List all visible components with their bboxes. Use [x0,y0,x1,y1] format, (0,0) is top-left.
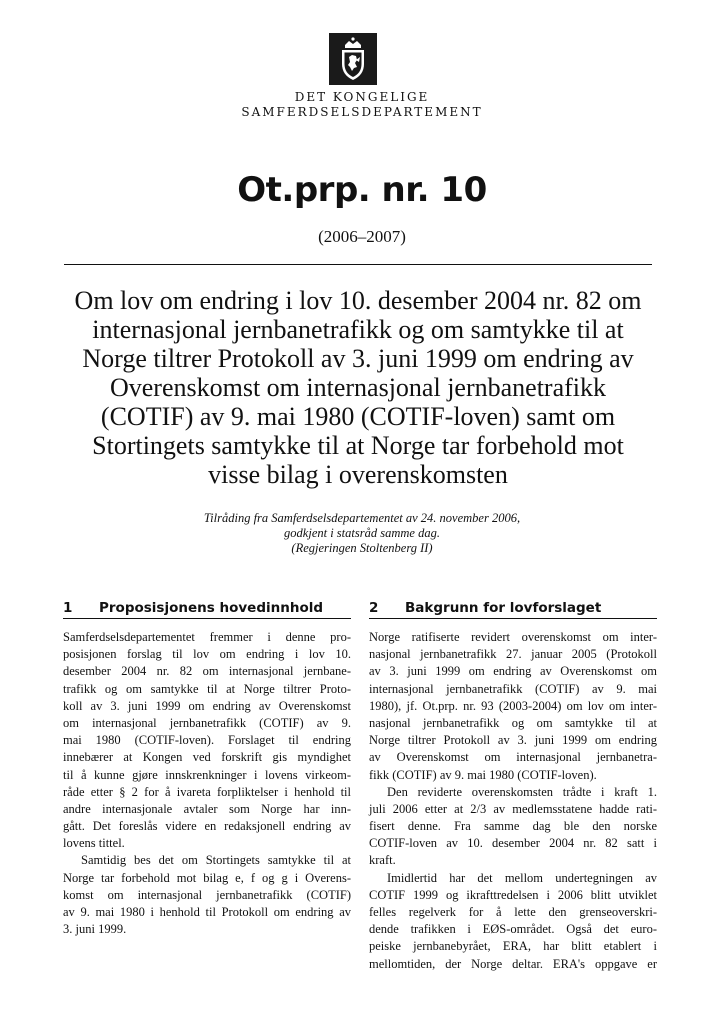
title-divider [64,264,652,265]
approval-line: Tilråding fra Samferdselsdepartementet av 24. november 2006, [203,511,521,525]
body-line: Norge ratifiserte revidert overenskomst om inter- [369,630,657,644]
body-line: Samferdselsdepartementet fremmer i denne pro- [63,630,351,644]
subject-line: Stortingets samtykke til at Norge tar forbehold mot [92,431,624,460]
body-line: til å kunne gjøre innskrenkninger i lovens virkeom- [63,767,351,782]
body-line: 3. juni 1999. [63,922,127,937]
subject-line: Om lov om endring i lov 10. desember 2004 nr. 82 om [74,286,642,315]
body-line: om internasjonal jernbanetrafikk (COTIF) av 9. [63,715,351,730]
section-number: 1 [63,600,73,616]
body-line: fisert denne. Fra samme dag ble den norske [369,819,657,834]
body-line: nasjonal jernbanetrafikk 27. januar 2005 (Protokoll [369,647,657,662]
section-title: Bakgrunn for lovforslaget [405,600,602,616]
body-line: mellomtiden, der Norge deltar. ERA's oppgave er [369,956,657,971]
body-line: peiske jernbanebyrået, ERA, har blitt etablert i [369,939,657,954]
approval-note [0,511,724,556]
body-line: råde etter § 2 for å ivareta forpliktelser i henhold til [63,784,351,799]
royal-coat-of-arms-icon [329,33,377,85]
body-line: COTIF 1999 og ikrafttredelsen i 2006 blitt utviklet [369,887,657,902]
section-number: 2 [369,600,379,616]
body-line: komst om internasjonal jernbanetrafikk (COTIF) [63,887,351,902]
body-line: Norge tiltrer Protokoll av 3. juni 1999 om endring [369,733,657,748]
section-main-content [63,598,351,938]
section-background [369,598,657,973]
body-line: mai 1980 (COTIF-loven). Forslaget til endring [63,733,351,748]
body-line: juli 2006 etter at 2/3 av medlemsstatene hadde rati- [369,801,657,816]
body-line: desember 2004 nr. 82 om internasjonal jernbane- [63,664,351,679]
department-name-line2: SAMFERDSELSDEPARTEMENT [241,105,483,119]
body-line: nasjonal jernbanetrafikk og om samtykke til at [369,715,657,730]
section-body [369,629,657,973]
body-line: felles regelverk for å lette den grenseoverskri- [369,905,657,919]
body-line: Den reviderte overenskomsten trådte i kraft 1. [387,784,657,799]
body-line: lovens tittel. [63,836,125,851]
body-line: internasjonal jernbanetrafikk (COTIF) av 9. mai [369,681,657,696]
subject-line: internasjonal jernbanetrafikk og om samtykke til at [92,315,624,344]
body-line: av Overenskomst om internasjonal jernbanetra- [369,750,657,765]
session-year: (2006–2007) [318,227,406,246]
approval-line: (Regjeringen Stoltenberg II) [291,541,433,555]
body-line: 1980), jf. Ot.prp. nr. 93 (2003-2004) om lov om inter- [369,698,657,713]
body-line: av 9. mai 1980 i henhold til Protokoll om endring av [63,905,351,919]
subject-line: visse bilag i overenskomsten [208,460,508,489]
document-subject [58,286,658,489]
department-name-line1: DET KONGELIGE [294,90,430,104]
body-line: Imidlertid har det mellom undertegningen av [387,870,657,885]
approval-line: godkjent i statsråd samme dag. [284,526,440,540]
section-body [63,629,351,938]
section-heading [63,598,351,619]
body-line: posisjonen forslag til lov om endring i lov 10. [63,647,351,662]
body-line: dende trafikken i EØS-området. Også det euro- [369,922,657,937]
body-line: fikk (COTIF) av 9. mai 1980 (COTIF-loven). [369,767,597,782]
body-line: innebærer at Kongen ved forskrift gis myndighet [63,750,351,765]
section-title: Proposisjonens hovedinnhold [99,600,324,616]
body-line: Norge tar forbehold mot bilag e, f og g i Overens- [63,870,351,885]
body-line: trafikk og om samtykke til at Norge tiltrer Proto- [63,681,351,696]
body-line: COTIF-loven av 10. desember 2004 nr. 82 satt i [369,836,657,851]
section-heading [369,598,657,619]
body-line: kraft. [369,853,396,868]
document-title: Ot.prp. nr. 10 [237,170,487,210]
subject-line: (COTIF) av 9. mai 1980 (COTIF-loven) samt om [100,402,616,431]
body-line: gått. Det foreslås videre en redaksjonell endring av [63,819,351,834]
subject-line: Norge tiltrer Protokoll av 3. juni 1999 om endring av [82,344,634,373]
body-line: andre internasjonale avtaler som Norge har inn- [63,801,351,816]
body-line: Samtidig bes det om Stortingets samtykke til at [81,853,351,868]
body-line: av 3. juni 1999 om endring av Overenskomst om [369,664,657,679]
subject-line: Overenskomst om internasjonal jernbanetrafikk [109,373,607,402]
body-line: koll av 3. juni 1999 om endring av Overenskomst [63,698,351,713]
